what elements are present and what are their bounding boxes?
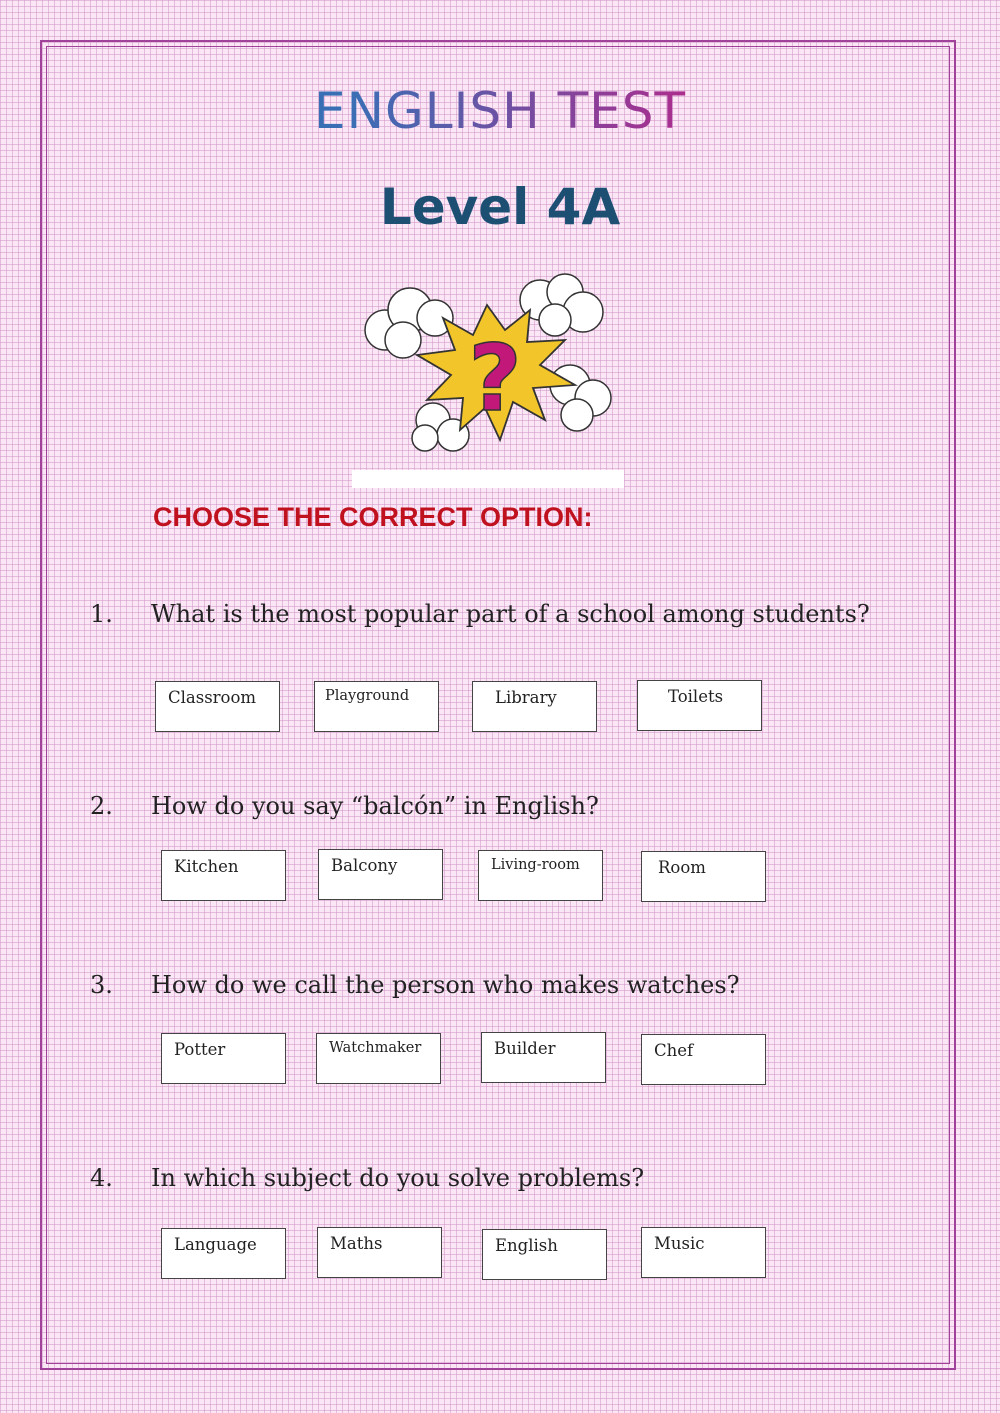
question-4-option-3[interactable]: English <box>482 1229 607 1280</box>
question-2-option-2[interactable]: Balcony <box>318 849 443 900</box>
question-3-text: How do we call the person who makes watches? <box>151 971 740 999</box>
question-3-option-2[interactable]: Watchmaker <box>316 1033 441 1084</box>
cloud-bottom-right <box>550 365 611 431</box>
instruction-heading: CHOOSE THE CORRECT OPTION: <box>153 502 593 532</box>
question-4-number: 4. <box>90 1164 113 1192</box>
question-4-option-1[interactable]: Language <box>161 1228 286 1279</box>
question-2-text: How do you say “balcón” in English? <box>151 792 599 820</box>
question-2-option-1[interactable]: Kitchen <box>161 850 286 901</box>
cloud-top-right <box>520 274 603 336</box>
page-title: ENGLISH TEST <box>0 82 1000 140</box>
question-1-option-2[interactable]: Playground <box>314 681 439 732</box>
question-4-option-4[interactable]: Music <box>641 1227 766 1278</box>
cloud-top-left <box>365 288 453 358</box>
question-1-option-1[interactable]: Classroom <box>155 681 280 732</box>
question-4-text: In which subject do you solve problems? <box>151 1164 645 1192</box>
question-3-option-4[interactable]: Chef <box>641 1034 766 1085</box>
question-4-option-2[interactable]: Maths <box>317 1227 442 1278</box>
question-1-text: What is the most popular part of a school among students? <box>151 600 870 628</box>
question-3-option-1[interactable]: Potter <box>161 1033 286 1084</box>
question-burst-icon <box>355 270 620 455</box>
question-2-option-4[interactable]: Room <box>641 851 766 902</box>
question-2-number: 2. <box>90 792 113 820</box>
question-2-option-3[interactable]: Living-room <box>478 850 603 901</box>
question-1-number: 1. <box>90 600 113 628</box>
question-mark-glyph: ? <box>468 325 522 432</box>
white-divider <box>352 470 624 488</box>
question-3-option-3[interactable]: Builder <box>481 1032 606 1083</box>
level-heading: Level 4A <box>379 178 621 236</box>
question-1-option-4[interactable]: Toilets <box>637 680 762 731</box>
question-1-option-3[interactable]: Library <box>472 681 597 732</box>
question-3-number: 3. <box>90 971 113 999</box>
